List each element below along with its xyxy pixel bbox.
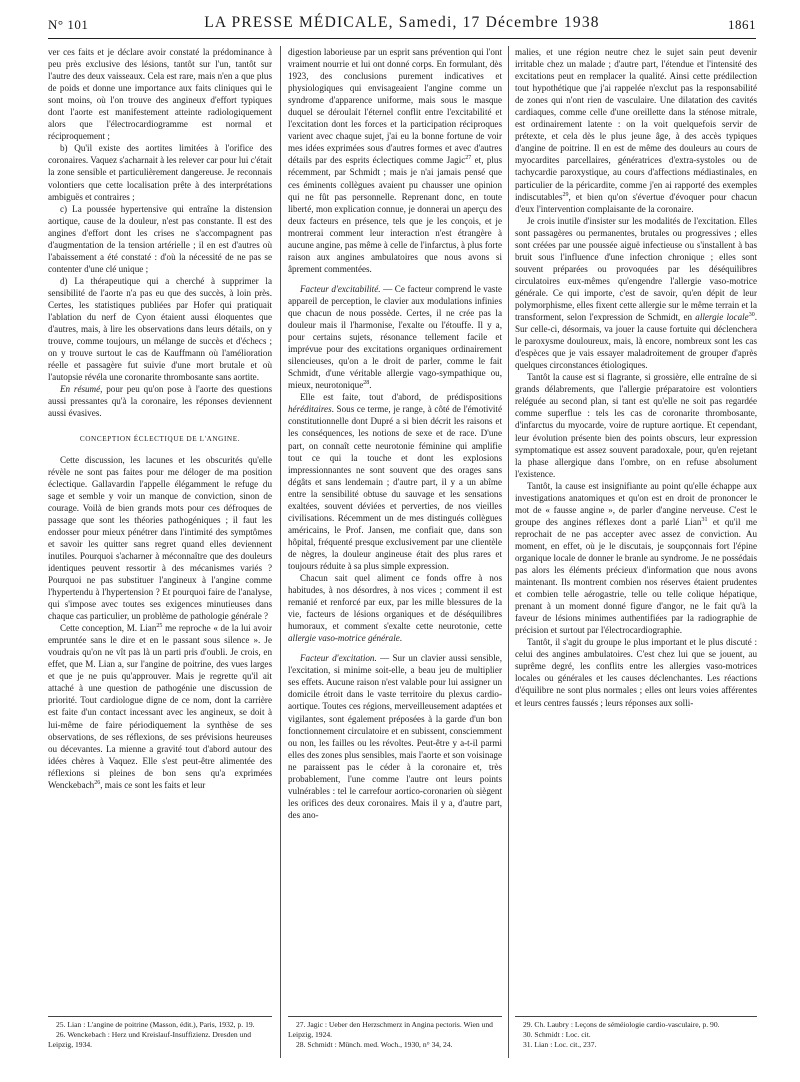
column-1 xyxy=(48,46,272,1012)
paragraph: c) La poussée hypertensive qui entraîne la distension aortique, cause de la douleur, n'est pas constante. Il est des angines d'effort dont les crises ne s'accompagnent pas d'augmentation de la tension artérielle ; il en est d'autres où l'abaissement a été constaté : d'où la nécessité de ne pas se contenter d'une clé unique ; xyxy=(48,203,272,274)
footnote: 25. Lian : L'angine de poitrine (Masson, édit.), Paris, 1932, p. 19. xyxy=(56,1020,255,1029)
column-3 xyxy=(515,46,757,1012)
footnotes-column-1 xyxy=(48,1016,272,1064)
paragraph: Facteur d'excitabilité. — Ce facteur comprend le vaste appareil de perception, le clavier aux modulations infinies que chacun de nous possède. Certes, il ne crée pas la douleur mais il l'harmonise, l'exalte ou l'étouffe. Il y a, pour certains sujets, résonance tellement facile et imprévue pour des excitations organiques ordinairement silencieuses, qu'on a le droit de parler, comme le fait Schmidt, d'une véritable allergie vago-sympathique ou, mieux, neurotonique$^{28}$. xyxy=(288,283,502,391)
paragraph: Je crois inutile d'insister sur les modalités de l'excitation. Elles sont passagères ou permanentes, brutales ou progressives ; elles sont créées par une poussée aiguë infectieuse ou s'installent à bas bruit sous l'influence d'une infection chronique ; elles sont souvent préparées ou provoquées par les déséquilibres circulatoires eux-mêmes qu'engendre l'allergie vaso-motrice générale. Ce qui importe, c'est de savoir, qu'en dépit de leur polymorphisme, elles fixent cette allergie sur le même terrain et la transforment, selon l'expression de Schmidt, en allergie locale$^{30}$. Sur celle-ci, désormais, va jouer la cause fortuite qui déclenchera le paroxysme douloureux, mais, là encore, nombreux sont les cas d'espèces que je vais essayer maladroitement de grouper d'après quelques circonstances étiologiques. xyxy=(515,215,757,371)
footnote-ref: 29 xyxy=(562,191,569,198)
paragraph: Tantôt la cause est si flagrante, si grossière, elle entraîne de si grands délabrements, que l'allergie préparatoire est volontiers reléguée au second plan, si tant est qu'elle ne soit pas regardée comme superflue : tels les cas de coronarite thrombosante, d'infarctus du myocarde, voire de rupture aortique. Et cependant, leur évolution présente bien des points obscurs, leur expression symptomatique est assez souvent paradoxale, pour, qu'en rejetant la phase allergique dans l'ombre, on en refuse absolument l'existence. xyxy=(515,372,757,479)
footnote: 31. Lian : Loc. cit., 237. xyxy=(523,1040,597,1049)
lead-in: Facteur d'excitabilité. xyxy=(300,283,381,294)
footnote-ref: 25 xyxy=(156,623,163,630)
paragraph: d) La thérapeutique qui a cherché à supprimer la sensibilité de l'aorte n'a pas eu que des succès, à loin près. Certes, les statistiques publiées par Hofer qui pratiquait l'ablation du nerf de Cyon étaient aussi éloquentes que d'autres, mais, à lire les observations dans leurs détails, on y trouve, comme toujours, un mélange de succès et d'échecs ; on y trouve surtout le cas de Kauffmann où l'amélioration réelle et passagère fut suivie d'une mort brutale et où l'autopsie révéla une coronarite thrombosante sans aortite. xyxy=(48,275,272,383)
paragraph: Cette conception, M. Lian$^{25}$ me reproche « de la lui avoir empruntée sans le dire et en le passant sous silence ». Je voudrais qu'on ne vît pas là un parti pris d'oubli. Je crois, en effet, que M. Lian a, sur l'angine de poitrine, des vues larges et que je ne puis qu'approuver. Mais je regrette qu'il ait attaché à une question de pathogénie une discussion de priorité. Tout cardiologue digne de ce nom, dont la carrière est faite d'un contact incessant avec les angineux, se doit à lui-même de faire périodiquement la synthèse de ses observations, de ses réflexions, de ses prévisions heureuses ou décevantes. La mienne a gravité tout d'abord autour des idées chères à Vaquez. Elle s'est peut-être alimentée des réflexions si pleines de bon sens qu'a exprimées Wenckebach$^{26}$, mais ce sont les faits et leur xyxy=(48,623,272,790)
section-heading: CONCEPTION ÉCLECTIQUE DE L'ANGINE. xyxy=(79,435,241,444)
paragraph: ver ces faits et je déclare avoir constaté la prédominance à peu près exclusive des lésions, tantôt sur l'un, tantôt sur l'autre des deux vaisseaux. Cela est rare, mais n'en a que plus de poids et donne une importance aux faits cliniques qui le sont moins, où l'on trouve des angineux d'effort typiques dont l'aorte est manifestement atteinte radiologiquement alors que l'électrocardiogramme est normal et réciproquement ; xyxy=(48,47,272,142)
paragraph: En résumé, pour peu qu'on pose à l'aorte des questions aussi pressantes qu'à la coronaire, les réponses deviennent aussi évasives. xyxy=(48,384,272,419)
lead-in: Facteur d'excitation. xyxy=(300,653,377,664)
paragraph: Chacun sait quel aliment ce fonds offre à nos habitudes, à nos désordres, à nos vices ; comment il est remanié et renforcé par eux, par les mille blessures de la vie, facteurs de lésions organiques et de déséquilibres humoraux, et comment s'exalte cette neurotonie, cette allergie vaso-motrice générale. xyxy=(288,573,502,644)
paragraph: Elle est faite, tout d'abord, de prédispositions héréditaires. Sous ce terme, je range, à côté de l'émotivité constitutionnelle dont Dupré a si bien décrit les raisons et les conséquences, les notions de sexe et de race. D'une part, on connaît cette neurotonie féminine qui amplifie tout ce qui la touche et dont les explosions impressionnantes ne sont souvent que des orages sans dégâts et sans lendemain ; d'autre part, il y a un abîme entre la sensibilité obtuse du sauvage et les sensations exaltées, souvent déviées et perverties, de nos vieilles civilisations. Récemment un de mes distingués collègues américains, le Prof. Jansen, me confiait que, dans son hôpital, fréquenté presque exclusivement par une clientèle de nègres, la douleur angineuse était des plus rares et toujours réduite à sa plus simple expression. xyxy=(288,392,502,571)
paragraph: malies, et une région neutre chez le sujet sain peut devenir irritable chez un malade ; d'autre part, l'étendue et l'intensité des excitations peut en remplacer la qualité. Ainsi cette prédilection tout hypothétique que j'ai rappelée n'exclut pas la responsabilité de zones qui n'ont rien de vasculaire. Une dilatation des cavités cardiaques, comme celle d'une oreillette dans la sténose mitrale, est ordinairement latente : on la voit quelquefois servir de prétexte, et cela dès le plus jeune âge, à des accès typiques d'angine de poitrine. Il en est de même des douleurs au cours de myocardites parcellaires, génératrices d'extra-systoles ou de tachycardie paroxystique, au cours d'affections médiastinales, en particulier de la péricardite, comme j'en ai rapporté des exemples indiscutables$^{29}$, et bien qu'on s'évertue d'évoquer pour chacun d'eux l'intervention complaisante de la coronaire. xyxy=(515,47,757,214)
footnote: 30. Schmidt : Loc. cit. xyxy=(523,1030,591,1039)
page-number: 1861 xyxy=(728,17,756,32)
paragraph: Tantôt, il s'agit du groupe le plus important et le plus discuté : celui des angines ambulatoires. C'est chez lui que se jouent, au suprême degré, les conflits entre les allergies vaso-motrices locales ou générales et les causes déclenchantes. Les réactions d'équilibre ne sont plus normales ; elles ont leurs voies afférentes et leurs centres faussés ; leurs réponses aux solli- xyxy=(515,637,757,708)
lead-in: En résumé, xyxy=(60,384,103,395)
column-divider xyxy=(280,46,281,1058)
footnote-ref: 26 xyxy=(94,779,101,786)
footnote: 27. Jagic : Ueber den Herzschmerz in Angina pectoris. Wien und Leipzig, 1924. xyxy=(288,1020,493,1039)
paragraph: digestion laborieuse par un esprit sans prévention qui l'ont vraiment nourrie et lui ont donné corps. En formulant, dès 1923, des conclusions purement indicatives et physiologiques qui envisageaient l'angine comme un syndrome d'apparence uniforme, mais sous le masque duquel se déroulait l'éternel conflit entre l'excitabilité et l'excitation dont les forces et la participation réciproques varient avec chaque sujet, j'ai eu la bonne fortune de voir mes idées exprimées sous d'autres formes et avec d'autres détails par des esprits éclectiques comme Jagic$^{27}$ et, plus récemment, par Schmidt ; mais je n'ai jamais pensé que ces éminents collègues avaient pu chausser une opinion qui ne fût pas personnelle. Reprenant donc, en toute liberté, mon explication connue, je donnerai un aperçu des deux facteurs en présence, tels que je les conçois, et je montrerai comment leur interaction n'est étrangère à aucune angine, pas même à celle de l'infarctus, à plus forte raison aux angines ambulatoires que nous avons si âprement commentées. xyxy=(288,47,502,274)
column-2 xyxy=(288,46,502,1012)
footnote: 28. Schmidt : Münch. med. Woch., 1930, n° 34, 24. xyxy=(296,1040,453,1049)
footnotes-column-3 xyxy=(515,1016,757,1064)
footnote: 26. Wenckebach : Herz und Kreislauf-Insuffizienz. Dresden und Leipzig, 1934. xyxy=(48,1030,251,1049)
footnote-ref: 31 xyxy=(701,516,708,523)
footnote: 29. Ch. Laubry : Leçons de séméiologie cardio-vasculaire, p. 90. xyxy=(523,1020,720,1029)
column-divider xyxy=(508,46,509,1058)
footnote-ref: 28 xyxy=(363,380,370,387)
footnote-ref: 30 xyxy=(748,312,755,318)
paragraph: Cette discussion, les lacunes et les obscurités qu'elle révèle ne sont pas faites pour me déloger de ma position éclectique. Gallavardin l'appelle élégamment le refuge du sage et semble y voir un manque de conviction, sinon de courage. Voilà de bien grands mots pour ces défroques de passage que sont les théories pathogéniques ; il faut les endosser pour mieux pénétrer dans l'intimité des symptômes et savoir les quitter sans regret quand elles deviennent inutiles. Pourquoi s'acharner à méconnaître que des douleurs identiques peuvent ressortir à des mécanismes variés ? Pourquoi ne pas substituer l'angineux à l'angine comme l'hypertendu à l'hypertension ? Et pourquoi faire de l'analyse, qui s'impose avec toutes ses exigences minutieuses dans chaque cas particulier, un problème de pathologie générale ? xyxy=(48,454,272,622)
paragraph: b) Qu'il existe des aortites limitées à l'orifice des coronaires. Vaquez s'acharnait à les relever car pour lui c'était la zone sensible et particulièrement dangereuse. Je reconnais volontiers que cette localisation prête à des interprétations ambiguës et contraires ; xyxy=(48,143,272,202)
paragraph: Facteur d'excitation. — Sur un clavier aussi sensible, l'excitation, si minime soit-elle, a beau jeu de multiplier ses effets. Aucune raison n'est valable pour lui assigner un domicile étroit dans le vaste territoire du plexus cardio-aortique. Toutes ces régions, merveilleusement adaptées et vigilantes, sont également préposées à la garde d'un bon fonctionnement circulatoire et en subissent, consciemment ou non, les failles ou les révoltes. Peut-être y a-t-il parmi elles des zones plus sensibles, mais l'aorte et son voisinage ne paraissent pas le céder à la coronaire et, très probablement, l'une comme l'autre ont leurs points vulnérables : tel le carrefour aortico-coronarien où siègent les orifices des deux coronaires. Mais il y a, d'autre part, des ano- xyxy=(288,653,502,820)
paragraph: Tantôt, la cause est insignifiante au point qu'elle échappe aux investigations anatomiques et qu'on est en droit de prononcer le mot de « fausse angine », de parler d'angine nerveuse. C'est le groupe des angines réflexes dont a parlé Lian$^{31}$ et qu'il me reprochait de ne pas accepter avec assez de conviction. Au moment, en effet, où je le discutais, je soupçonnais fort l'épine organique locale de donner le branle au syndrome. Je ne possédais pas alors les éléments précieux d'information que nous avons maintenant. Ils montrent combien nos réserves étaient prudentes et combien telle aérogastrie, telle ou telle colique hépatique, prenant à un moment donné figure d'angor, ne le fait qu'à la faveur de lésions minimes authentifiées par la radiographie de précision et surtout par l'électrocardiographie. xyxy=(515,480,757,636)
page-header xyxy=(48,8,756,39)
footnote-ref: 27 xyxy=(465,155,472,162)
issue-number: N° 101 xyxy=(48,17,89,32)
journal-title: LA PRESSE MÉDICALE, Samedi, 17 Décembre 1938 xyxy=(204,14,600,31)
footnotes-column-2 xyxy=(288,1016,502,1064)
